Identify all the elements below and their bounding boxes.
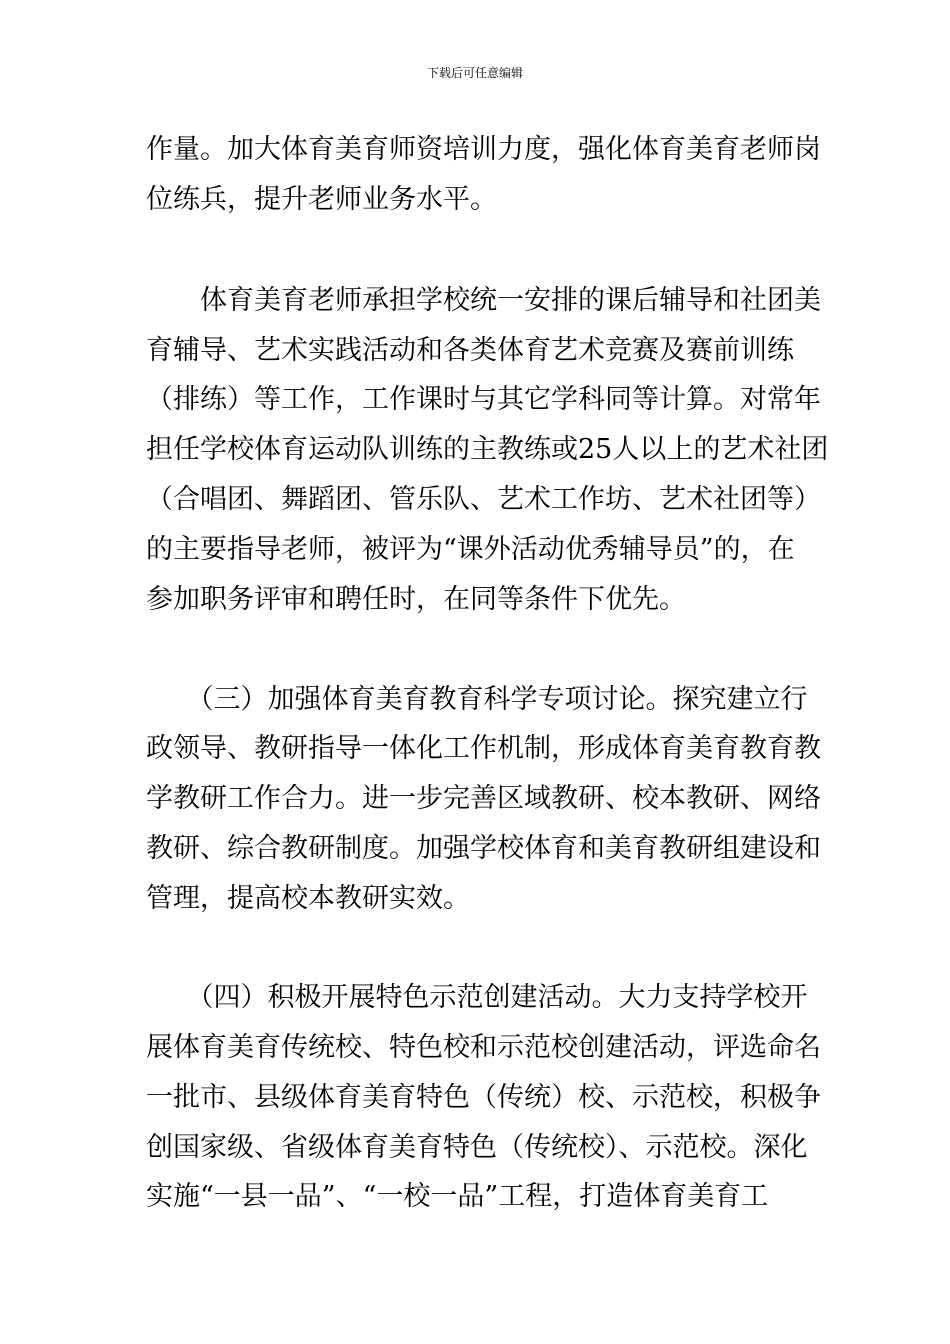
text-line: 位练兵，提升老师业务水平。: [146, 184, 497, 215]
text-line: 担任学校体育运动队训练的主教练或25人以上的艺术社团: [146, 434, 829, 465]
text-line: 体育美育老师承担学校统一安排的课后辅导和社团美: [146, 285, 821, 316]
page-header-note: 下载后可任意编辑: [426, 66, 523, 80]
text-line: 一批市、县级体育美育特色（传统）校、示范校，积极争: [146, 1082, 821, 1113]
text-line: 的主要指导老师，被评为“课外活动优秀辅导员”的，在: [146, 534, 795, 565]
text-line: 创国家级、省级体育美育特色（传统校）、示范校。深化: [146, 1132, 808, 1163]
text-line: 作量。加大体育美育师资培训力度，强化体育美育老师岗: [146, 134, 821, 165]
text-line: （三）加强体育美育教育科学专项讨论。探究建立行: [146, 684, 808, 715]
text-line: 实施“一县一品”、“一校一品”工程，打造体育美育工: [146, 1181, 769, 1212]
text-line: （四）积极开展特色示范创建活动。大力支持学校开: [146, 982, 808, 1013]
text-line: 政领导、教研指导一体化工作机制，形成体育美育教育教: [146, 733, 821, 764]
text-line: 展体育美育传统校、特色校和示范校创建活动，评选命名: [146, 1032, 821, 1063]
text-line: （排练）等工作，工作课时与其它学科同等计算。对常年: [146, 384, 821, 415]
text-line: （合唱团、舞蹈团、管乐队、艺术工作坊、艺术社团等）: [146, 484, 821, 515]
text-line: 管理，提高校本教研实效。: [146, 883, 470, 914]
text-line: 教研、综合教研制度。加强学校体育和美育教研组建设和: [146, 833, 821, 864]
text-line: 育辅导、艺术实践活动和各类体育艺术竞赛及赛前训练: [146, 335, 794, 366]
text-line: 参加职务评审和聘任时，在同等条件下优先。: [146, 584, 686, 615]
text-line: 学教研工作合力。进一步完善区域教研、校本教研、网络: [146, 783, 821, 814]
